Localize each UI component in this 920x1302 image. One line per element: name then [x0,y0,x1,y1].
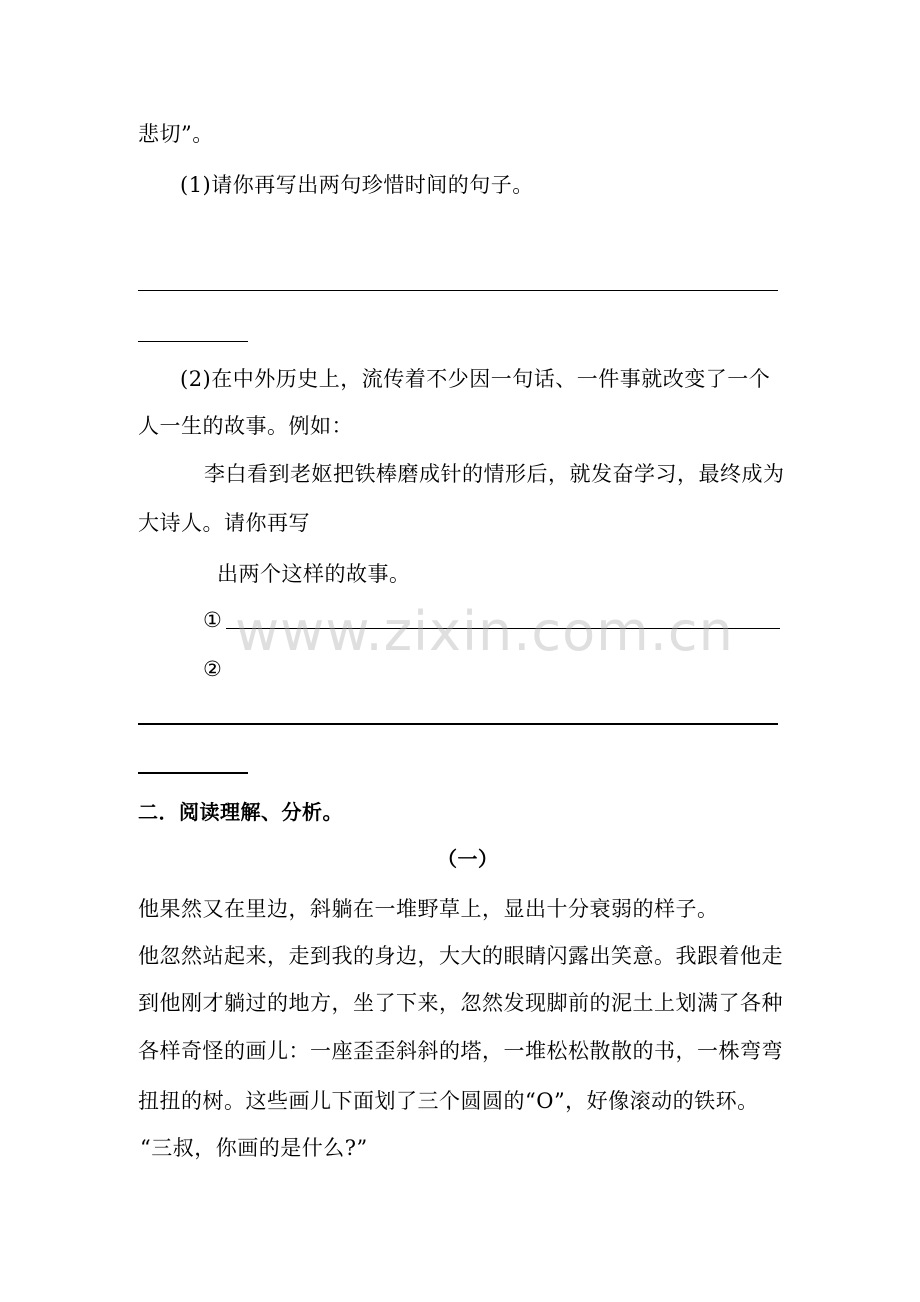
answer-line-2a [226,628,780,629]
answer-marker-2: ② [203,657,223,681]
text-line-1: 悲切”。 [138,122,214,146]
passage-line-3: 到他刚才躺过的地方，坐了下来，忽然发现脚前的泥土上划满了各种 [138,991,783,1015]
watermark: www.zixin.com.cn [235,600,734,663]
example-text: 李白看到老妪把铁棒磨成针的情形后，就发奋学习，最终成为 [204,462,785,486]
question-2: (2)在中外历史上，流传着不少因一句话、一件事就改变了一个 [180,367,771,391]
passage-line-1: 他果然又在里边，斜躺在一堆野草上，显出十分衰弱的样子。 [138,897,719,921]
question-1: (1)请你再写出两句珍惜时间的句子。 [180,173,534,197]
passage-line-6: “三叔，你画的是什么?” [140,1136,368,1160]
example-text-cont: 大诗人。请你再写 [138,511,310,535]
answer-line-2c [138,772,248,774]
subsection-title: （一） [437,847,499,871]
answer-line-1a [138,290,778,291]
answer-marker-1: ① [203,608,223,632]
passage-line-2: 他忽然站起来，走到我的身边，大大的眼睛闪露出笑意。我跟着他走 [138,944,783,968]
passage-line-5: 扭扭的树。这些画儿下面划了三个圆圆的“O”，好像滚动的铁环。 [138,1089,759,1113]
passage-line-4: 各样奇怪的画儿：一座歪歪斜斜的塔，一堆松松散散的书，一株弯弯 [138,1039,783,1063]
answer-line-2b [138,723,778,725]
instruction-text: 出两个这样的故事。 [217,562,411,586]
question-2-cont: 人一生的故事。例如： [138,414,353,438]
section-title: 二．阅读理解、分析。 [138,800,343,824]
answer-line-1b [138,341,248,342]
